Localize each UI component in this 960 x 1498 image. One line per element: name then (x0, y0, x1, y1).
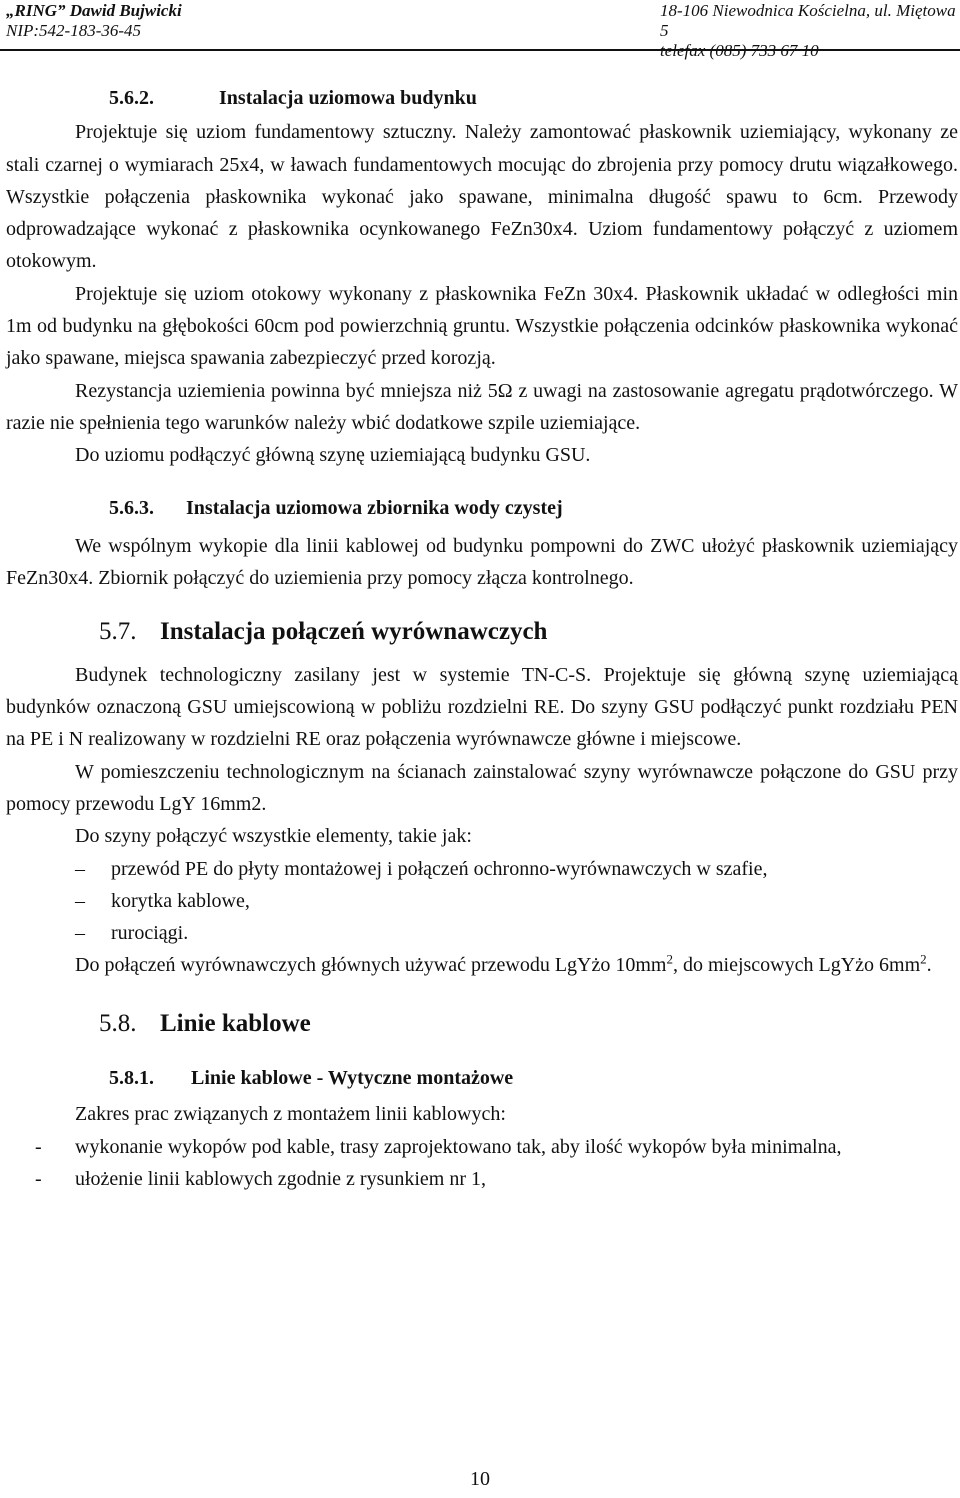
section-number: 5.6.2. (109, 87, 154, 109)
section-heading-5-6-3 (6, 492, 958, 524)
paragraph: We wspólnym wykopie dla linii kablowej od budynku pompowni do ZWC ułożyć płaskownik uziemiający FeZn30x4. Zbiornik połączyć do uziemienia przy pomocy złącza kontrolnego. (6, 534, 958, 590)
dash-bullet: – (75, 922, 85, 945)
header-company-block (6, 1, 406, 41)
hyphen-bullet: - (35, 1167, 42, 1190)
section-heading-5-8 (6, 1008, 958, 1040)
paragraph: Zakres prac związanych z montażem linii kablowych: (75, 1103, 506, 1126)
section-title: Instalacja uziomowa budynku (219, 87, 477, 109)
page-number: 10 (470, 1468, 490, 1490)
dash-bullet: – (75, 857, 85, 880)
section-title: Instalacja uziomowa zbiornika wody czystej (186, 496, 563, 519)
paragraph: Do szyny połączyć wszystkie elementy, takie jak: (75, 825, 472, 848)
section-heading-5-6-2 (6, 82, 958, 114)
section-title: Linie kablowe (160, 1009, 311, 1037)
list-item: – rurociągi. (6, 917, 958, 949)
section-heading-5-7 (6, 616, 958, 648)
paragraph: Projektuje się uziom otokowy wykonany z płaskownika FeZn 30x4. Płaskownik układać w odległości min 1m od budynku na głębokości 60cm pod powierzchnią gruntu. Wszystkie połączenia odcinków płaskownika wykonać jako spawane, miejsca spawania zabezpieczyć przed korozją. (6, 282, 958, 370)
dash-bullet: – (75, 889, 85, 912)
paragraph: Do połączeń wyrównawczych głównych używać przewodu LgYżo $10mm^2$, do miejscowych LgYżo $6mm^2$. (75, 951, 932, 977)
section-number: 5.8.1. (109, 1067, 154, 1090)
equipotential-list (6, 853, 958, 950)
paragraph: Projektuje się uziom fundamentowy sztuczny. Należy zamontować płaskownik uziemiający, wykonany ze stali czarnej o wymiarach 25x4, w ławach fundamentowych mocując do zbrojenia przy pomocy drutu wiązałkowego. Wszystkie połączenia płaskownika wykonać jako spawane, minimalna długość spawu to 6cm. Przewody odprowadzające wykonać z płaskownika ocynkowanego FeZn30x4. Uziom fundamentowy połączyć z uziomem otokowym. (6, 121, 958, 273)
section-heading-5-8-1 (6, 1062, 958, 1094)
company-address: 18-106 Niewodnica Kościelna, ul. Miętowa 5 (660, 1, 956, 40)
company-phone (660, 41, 960, 61)
hyphen-bullet: - (35, 1135, 42, 1158)
company-name: „RING” Dawid Bujwicki (6, 1, 182, 20)
paragraph: Rezystancja uziemienia powinna być mniejsza niż 5Ω z uwagi na zastosowanie agregatu prądotwórczego. W razie nie spełnienia tego warunków należy wbić dodatkowe szpile uziemiające. (6, 379, 958, 434)
section-number: 5.6.3. (109, 496, 154, 519)
list-item: – przewód PE do płyty montażowej i połączeń ochronno-wyrównawczych w szafie, (6, 853, 958, 885)
list-item: - ułożenie linii kablowych zgodnie z rysunkiem nr 1, (6, 1163, 958, 1195)
paragraph: Budynek technologiczny zasilany jest w systemie TN-C-S. Projektuje się główną szynę uziemiającą budynków oznaczoną GSU umiejscowioną w pobliżu rozdzielni RE. Do szyny GSU podłączyć punkt rozdziału PEN na PE i N realizowany w rozdzielni RE oraz połączenia wyrównawcze główne i miejscowe. (6, 663, 958, 751)
list-item: - wykonanie wykopów pod kable, trasy zaprojektowano tak, aby ilość wykopów była minimalna, (6, 1131, 958, 1163)
section-title: Instalacja połączeń wyrównawczych (160, 618, 548, 646)
cable-works-list (6, 1131, 958, 1196)
company-nip: NIP:542-183-36-45 (6, 21, 142, 40)
paragraph: W pomieszczeniu technologicznym na ścianach zainstalować szyny wyrównawcze połączone do GSU przy pomocy przewodu LgY 16mm2. (6, 760, 958, 815)
section-number: 5.8. (99, 1009, 137, 1037)
header-contact-block (660, 1, 960, 61)
section-title: Linie kablowe - Wytyczne montażowe (191, 1067, 514, 1090)
section-number: 5.7. (99, 618, 137, 646)
list-item: – korytka kablowe, (6, 885, 958, 917)
document-body (6, 82, 958, 1195)
paragraph: Do uziomu podłączyć główną szynę uziemiającą budynku GSU. (75, 444, 591, 467)
header-divider (0, 49, 960, 51)
